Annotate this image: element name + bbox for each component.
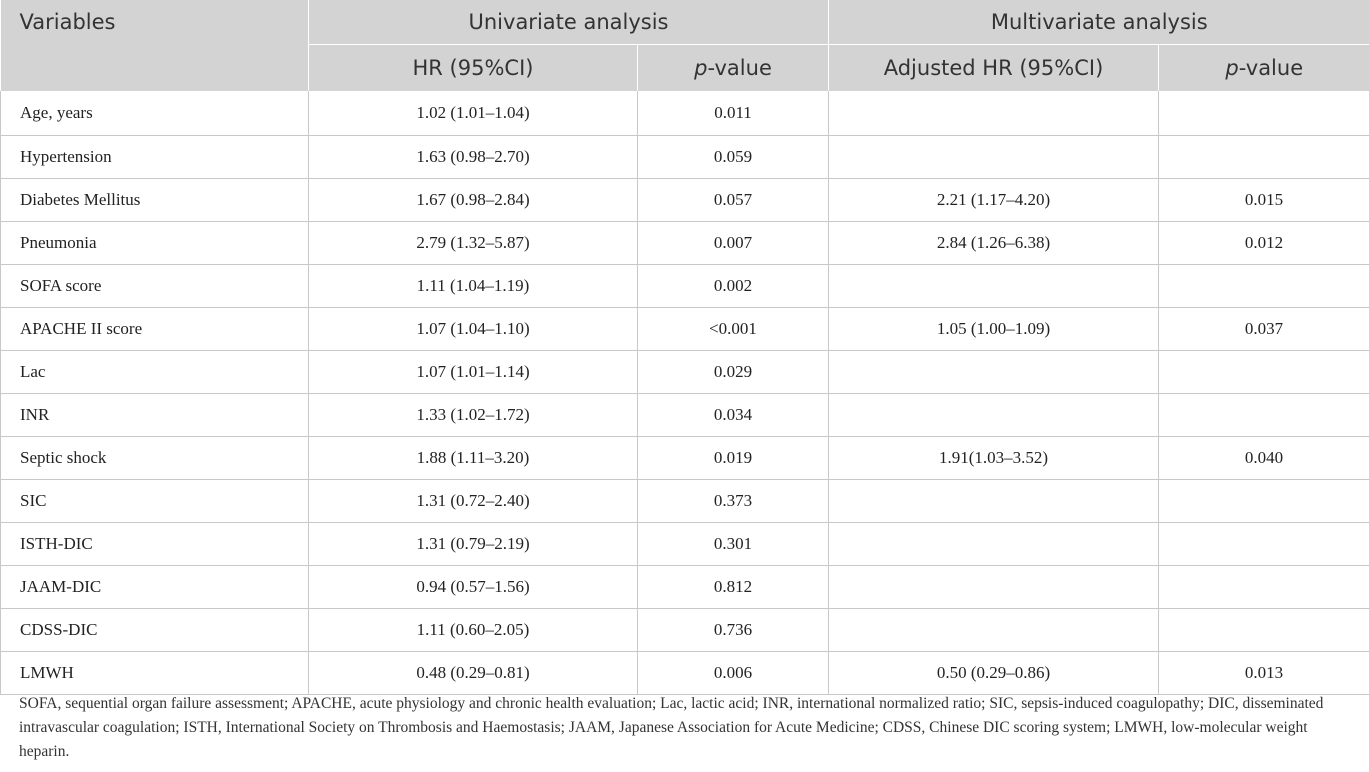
cell-p-value: 0.736 (638, 609, 829, 652)
table-body (1, 91, 1369, 695)
cell-hr: 1.31 (0.72–2.40) (309, 480, 638, 523)
header-p-value (638, 45, 829, 92)
table-row (1, 222, 1369, 265)
header-p-suffix: -value (707, 56, 772, 80)
cell-adjusted-p-value (1159, 566, 1369, 609)
cell-variable: Pneumonia (1, 222, 309, 265)
cell-p-value: 0.057 (638, 179, 829, 222)
cell-adjusted-p-value (1159, 609, 1369, 652)
cell-variable: Age, years (1, 91, 309, 136)
cell-adjusted-hr (829, 91, 1159, 136)
cell-variable: CDSS-DIC (1, 609, 309, 652)
cell-variable: Lac (1, 351, 309, 394)
table-row (1, 437, 1369, 480)
cell-p-value: 0.301 (638, 523, 829, 566)
cell-p-value: 0.019 (638, 437, 829, 480)
cell-adjusted-hr: 1.91(1.03–3.52) (829, 437, 1159, 480)
cell-hr: 0.94 (0.57–1.56) (309, 566, 638, 609)
cell-variable: LMWH (1, 652, 309, 695)
cell-adjusted-hr (829, 523, 1159, 566)
table-row (1, 523, 1369, 566)
table-row (1, 351, 1369, 394)
table-header (1, 0, 1369, 91)
cell-adjusted-p-value (1159, 480, 1369, 523)
cell-adjusted-p-value (1159, 351, 1369, 394)
cell-p-value: 0.029 (638, 351, 829, 394)
header-adj-p-suffix: -value (1238, 56, 1304, 80)
cell-adjusted-p-value (1159, 136, 1369, 179)
cell-adjusted-p-value: 0.012 (1159, 222, 1369, 265)
table-row (1, 308, 1369, 351)
cell-hr: 1.07 (1.01–1.14) (309, 351, 638, 394)
header-univariate: Univariate analysis (309, 0, 829, 45)
cell-variable: JAAM-DIC (1, 566, 309, 609)
cell-p-value: 0.011 (638, 91, 829, 136)
cell-variable: Septic shock (1, 437, 309, 480)
cell-adjusted-p-value: 0.015 (1159, 179, 1369, 222)
cell-variable: ISTH-DIC (1, 523, 309, 566)
cell-hr: 1.88 (1.11–3.20) (309, 437, 638, 480)
cell-p-value: 0.002 (638, 265, 829, 308)
header-multivariate: Multivariate analysis (829, 0, 1369, 45)
table-row (1, 91, 1369, 136)
cell-adjusted-hr (829, 394, 1159, 437)
cell-hr: 1.31 (0.79–2.19) (309, 523, 638, 566)
cell-variable: SIC (1, 480, 309, 523)
header-hr: HR (95%CI) (309, 45, 638, 92)
cell-adjusted-hr (829, 265, 1159, 308)
header-adjusted-p-value (1159, 45, 1369, 92)
cell-p-value: 0.059 (638, 136, 829, 179)
table-row (1, 136, 1369, 179)
cell-hr: 1.07 (1.04–1.10) (309, 308, 638, 351)
cell-variable: INR (1, 394, 309, 437)
cell-variable: APACHE II score (1, 308, 309, 351)
table-row (1, 652, 1369, 695)
header-p-italic: p (694, 56, 708, 80)
cell-adjusted-p-value: 0.040 (1159, 437, 1369, 480)
cell-adjusted-p-value (1159, 265, 1369, 308)
cell-adjusted-p-value (1159, 523, 1369, 566)
cell-hr: 1.63 (0.98–2.70) (309, 136, 638, 179)
cell-adjusted-hr (829, 480, 1159, 523)
cell-adjusted-hr (829, 136, 1159, 179)
cell-hr: 0.48 (0.29–0.81) (309, 652, 638, 695)
cell-hr: 1.33 (1.02–1.72) (309, 394, 638, 437)
cell-hr: 2.79 (1.32–5.87) (309, 222, 638, 265)
cell-variable: Hypertension (1, 136, 309, 179)
header-variables: Variables (1, 0, 309, 91)
cell-p-value: 0.007 (638, 222, 829, 265)
cell-adjusted-p-value (1159, 394, 1369, 437)
table-row (1, 566, 1369, 609)
cell-adjusted-hr: 2.21 (1.17–4.20) (829, 179, 1159, 222)
cell-adjusted-hr: 0.50 (0.29–0.86) (829, 652, 1159, 695)
cell-p-value: 0.373 (638, 480, 829, 523)
cell-p-value: <0.001 (638, 308, 829, 351)
table-row (1, 179, 1369, 222)
cell-adjusted-p-value (1159, 91, 1369, 136)
cell-variable: SOFA score (1, 265, 309, 308)
cell-p-value: 0.034 (638, 394, 829, 437)
header-adj-p-italic: p (1225, 56, 1239, 80)
cell-adjusted-hr (829, 351, 1159, 394)
table-row (1, 480, 1369, 523)
table-footnote: SOFA, sequential organ failure assessment; APACHE, acute physiology and chronic health evaluation; Lac, lactic acid; INR, international normalized ratio; SIC, sepsis-induced coagulopathy; DIC, disseminated intravascular coagulation; ISTH, International Society on Thrombosis and Haemostasis; JAAM, Japanese Association for Acute Medicine; CDSS, Chinese DIC scoring system; LMWH, low-molecular weight heparin. (19, 695, 1324, 760)
cell-hr: 1.11 (1.04–1.19) (309, 265, 638, 308)
table-row (1, 394, 1369, 437)
cell-p-value: 0.812 (638, 566, 829, 609)
cell-adjusted-hr: 2.84 (1.26–6.38) (829, 222, 1159, 265)
header-adjusted-hr: Adjusted HR (95%CI) (829, 45, 1159, 92)
cell-p-value: 0.006 (638, 652, 829, 695)
cell-adjusted-p-value: 0.037 (1159, 308, 1369, 351)
cell-adjusted-hr (829, 609, 1159, 652)
cell-hr: 1.11 (0.60–2.05) (309, 609, 638, 652)
table-row (1, 609, 1369, 652)
cell-hr: 1.67 (0.98–2.84) (309, 179, 638, 222)
cell-adjusted-p-value: 0.013 (1159, 652, 1369, 695)
cell-hr: 1.02 (1.01–1.04) (309, 91, 638, 136)
table-row (1, 265, 1369, 308)
cell-variable: Diabetes Mellitus (1, 179, 309, 222)
cell-adjusted-hr: 1.05 (1.00–1.09) (829, 308, 1159, 351)
cell-adjusted-hr (829, 566, 1159, 609)
